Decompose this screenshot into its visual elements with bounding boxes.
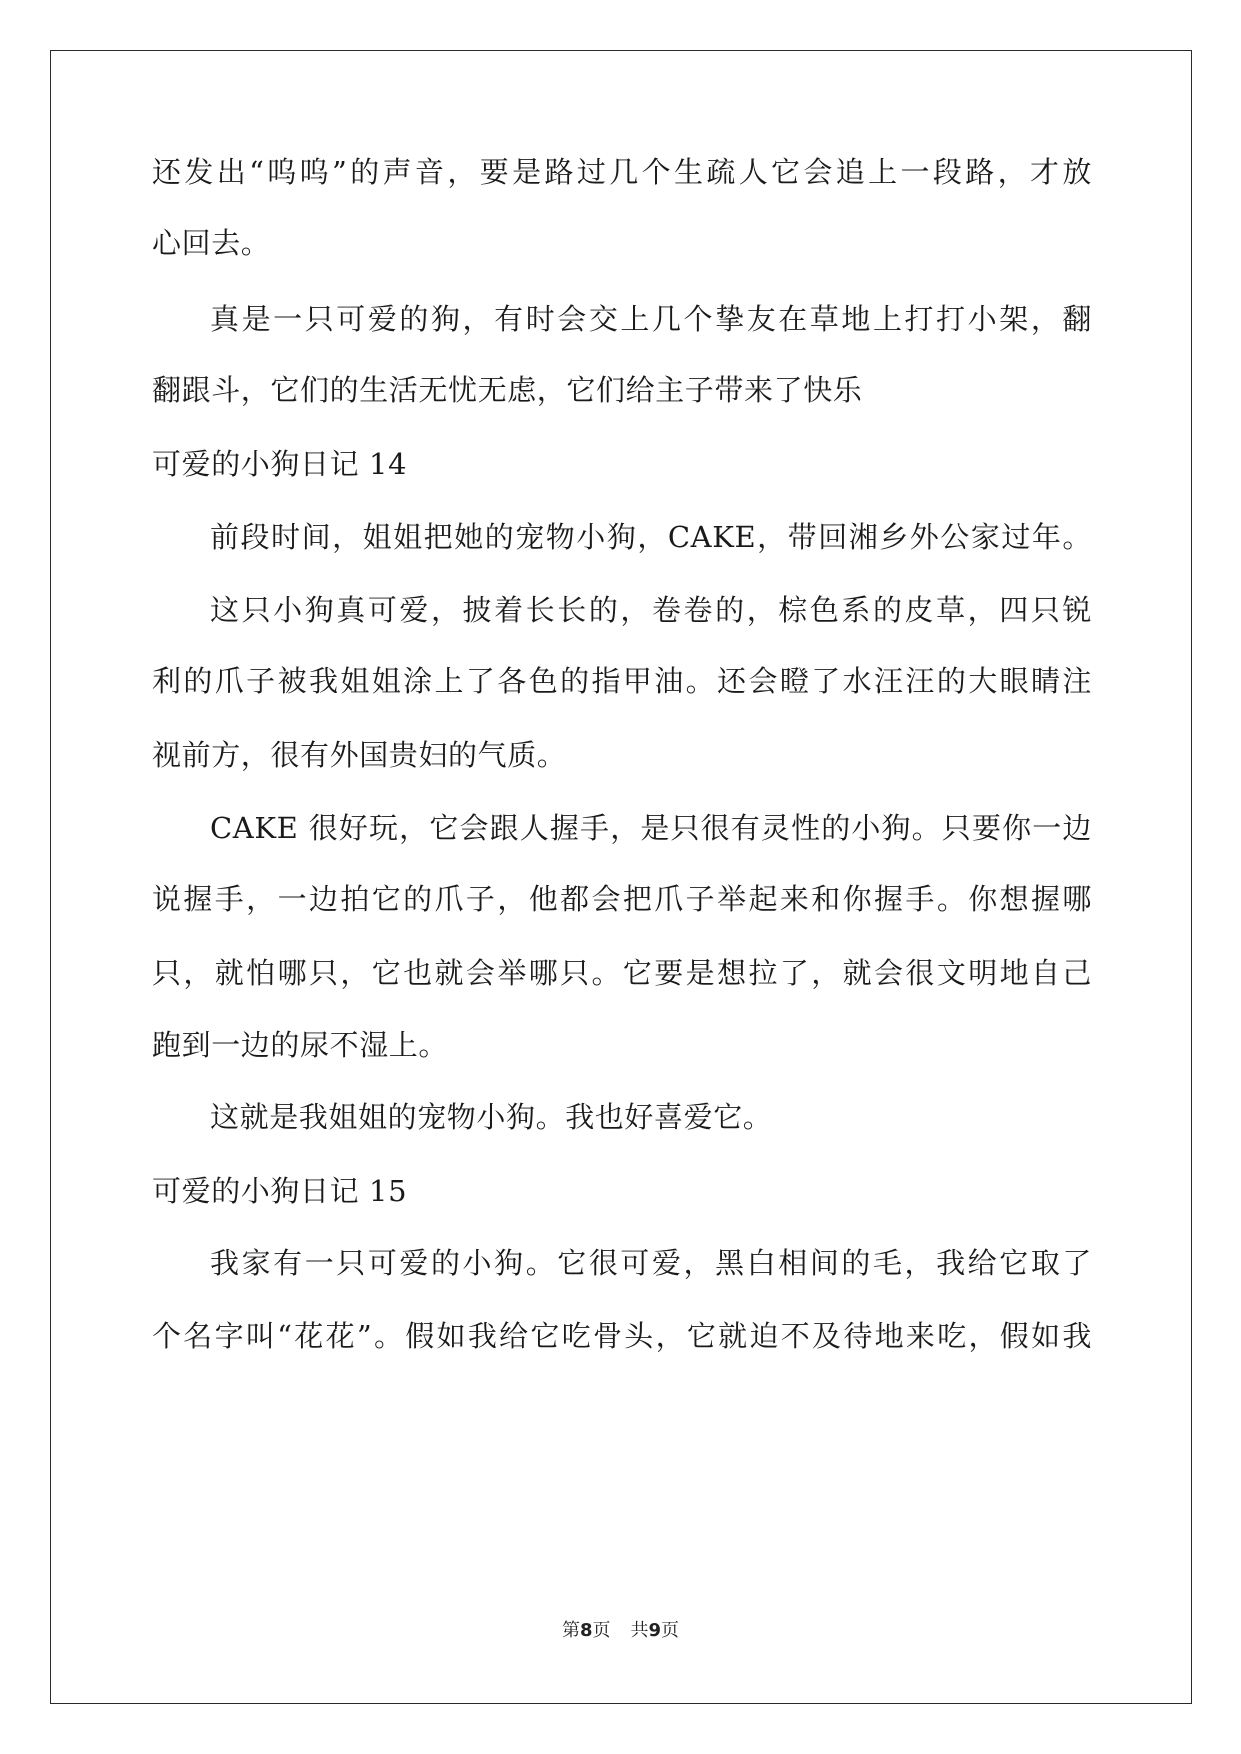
- text-line: 说握手，一边拍它的爪子，他都会把爪子举起来和你握手。你想握哪: [152, 882, 1092, 916]
- text-line: 我家有一只可爱的小狗。它很可爱，黑白相间的毛，我给它取了: [210, 1246, 1092, 1280]
- text-line: 这只小狗真可爱，披着长长的，卷卷的，棕色系的皮草，四只锐: [210, 593, 1092, 627]
- text-line: 视前方，很有外国贵妇的气质。: [152, 738, 567, 772]
- text-line: CAKE 很好玩，它会跟人握手，是只很有灵性的小狗。只要你一边: [210, 811, 1092, 845]
- text-line: 翻跟斗，它们的生活无忧无虑，它们给主子带来了快乐: [152, 373, 863, 407]
- section-heading: 可爱的小狗日记 15: [152, 1174, 408, 1208]
- footer-total-suffix: 页: [661, 1620, 680, 1641]
- page-footer: [0, 1619, 1241, 1643]
- text-line: 只，就怕哪只，它也就会举哪只。它要是想拉了，就会很文明地自己: [152, 956, 1092, 990]
- text-line: 真是一只可爱的狗，有时会交上几个挚友在草地上打打小架，翻: [210, 302, 1092, 336]
- text-line: 心回去。: [152, 226, 271, 260]
- footer-prefix: 第: [561, 1620, 580, 1641]
- text-line: 利的爪子被我姐姐涂上了各色的指甲油。还会瞪了水汪汪的大眼睛注: [152, 664, 1092, 698]
- footer-total-prefix: 共: [630, 1620, 649, 1641]
- text-line: 前段时间，姐姐把她的宠物小狗，CAKE，带回湘乡外公家过年。: [210, 520, 1092, 554]
- current-page-number: 8: [579, 1620, 593, 1641]
- text-line: 个名字叫“花花”。假如我给它吃骨头，它就迫不及待地来吃，假如我: [152, 1319, 1092, 1353]
- section-heading: 可爱的小狗日记 14: [152, 447, 408, 481]
- text-line: 这就是我姐姐的宠物小狗。我也好喜爱它。: [210, 1100, 773, 1134]
- footer-page-suffix: 页: [592, 1620, 611, 1641]
- text-line: 还发出“呜呜”的声音，要是路过几个生疏人它会追上一段路，才放: [152, 155, 1092, 189]
- total-pages-number: 9: [648, 1620, 662, 1641]
- text-line: 跑到一边的尿不湿上。: [152, 1028, 449, 1062]
